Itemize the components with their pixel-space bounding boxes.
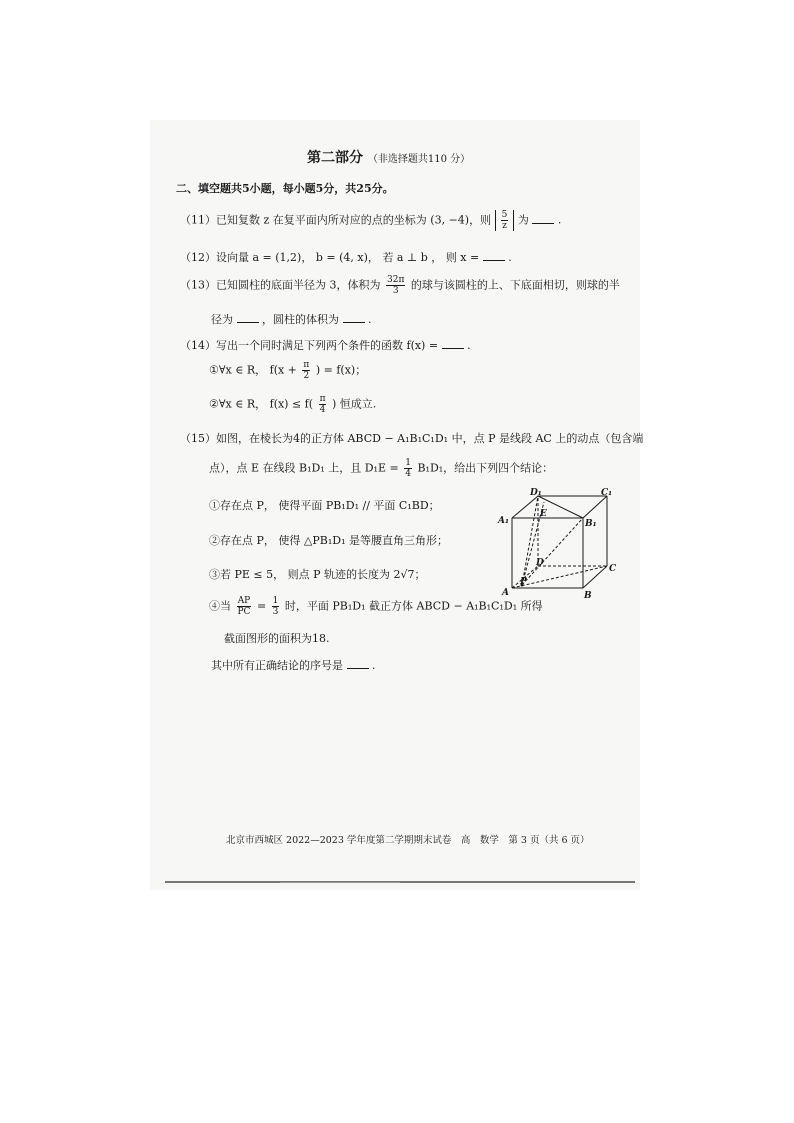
q13-line2-b: ，圆柱的体积为 xyxy=(262,313,339,326)
q15-s4-num2: 1 xyxy=(272,596,279,606)
q14-end: . xyxy=(467,339,471,352)
q14-c1-den: 2 xyxy=(303,371,310,381)
q15-line2-den: 4 xyxy=(405,469,411,479)
label-p: P xyxy=(520,577,527,587)
q11-frac-den: z xyxy=(502,221,507,231)
q14-answer-blank[interactable] xyxy=(442,338,464,349)
q15-final-end: . xyxy=(372,659,376,672)
segment-p-d1 xyxy=(522,496,538,585)
q15-statement-2: ②存在点 P， 使得 △PB₁D₁ 是等腰直角三角形； xyxy=(209,534,448,547)
segment-p-b1 xyxy=(522,518,583,585)
question-14 xyxy=(180,337,471,353)
label-d: D xyxy=(536,558,544,568)
page-footer: 北京市西城区 2022—2023 学年度第二学期期末试卷 高 数学 第 3 页（共 6 页） xyxy=(226,835,590,846)
q15-s4-fraction-1 xyxy=(237,596,252,617)
q14-text: （14）写出一个同时满足下列两个条件的函数 f(x) = xyxy=(180,339,439,352)
q12-text: （12）设向量 a = (1,2)， b = (4, x)， 若 a ⊥ b ， 则 x = xyxy=(180,251,480,264)
q15-s4-num: AP xyxy=(237,596,251,606)
label-a1: A₁ xyxy=(498,516,509,526)
q14-condition-2 xyxy=(209,394,376,415)
q15-s4-fraction-2 xyxy=(272,596,280,617)
q11-post: 为 xyxy=(517,213,529,227)
edge-b-c xyxy=(583,566,607,588)
q13-frac-den: 3 xyxy=(392,286,399,296)
label-b1: B₁ xyxy=(585,519,597,529)
q15-final xyxy=(211,657,376,673)
q14-condition-1 xyxy=(209,360,366,381)
scan-edge-line-2 xyxy=(280,882,400,883)
label-c1: C₁ xyxy=(601,488,613,498)
q14-c1-num: π xyxy=(303,360,310,370)
q15-s4-post: 时，平面 PB₁D₁ 截正方体 ABCD − A₁B₁C₁D₁ 所得 xyxy=(284,599,543,613)
q12-end: . xyxy=(508,251,512,264)
label-a: A xyxy=(502,588,509,598)
question-11 xyxy=(180,210,561,231)
question-13-line2 xyxy=(211,311,372,327)
question-15: （15）如图，在棱长为4的正方体 ABCD − A₁B₁C₁D₁ 中，点 P 是线段 AC 上的动点（包含端 xyxy=(180,432,644,445)
q13-answer-blank-1[interactable] xyxy=(237,312,259,323)
question-12 xyxy=(180,249,512,265)
q14-c1-fraction xyxy=(302,360,310,381)
q15-statement-3: ③若 PE ≤ 5， 则点 P 轨迹的长度为 2√7； xyxy=(209,568,426,581)
q13-post: 的球与该圆柱的上、下底面相切，则球的半 xyxy=(410,278,620,292)
q14-c2-num: π xyxy=(319,394,326,404)
q15-statement-4-line2: 截面图形的面积为18. xyxy=(224,632,330,645)
q15-line2-post: B₁D₁，给出下列四个结论： xyxy=(417,461,554,475)
q11-answer-blank[interactable] xyxy=(532,213,554,224)
edge-a1-d1 xyxy=(512,496,538,518)
q12-answer-blank[interactable] xyxy=(483,250,505,261)
section-heading: 二、填空题共5小题，每小题5分，共25分。 xyxy=(176,182,394,195)
scan-edge-line xyxy=(165,881,635,883)
label-b: B xyxy=(584,591,592,601)
q11-frac-num: 5 xyxy=(501,210,508,220)
q15-line2 xyxy=(209,458,553,479)
question-13 xyxy=(180,275,620,296)
q15-line2-fraction xyxy=(404,458,412,479)
q15-answer-blank[interactable] xyxy=(347,658,369,669)
part-title xyxy=(307,147,470,167)
q14-c1-post: ) = f(x)； xyxy=(315,363,367,377)
q15-s4-den2: 3 xyxy=(272,607,279,617)
q15-statement-4 xyxy=(209,596,543,617)
edge-b1-c1 xyxy=(583,496,607,518)
q15-line2-num: 1 xyxy=(405,458,411,468)
label-d1: D₁ xyxy=(530,488,542,498)
q14-c2-den: 4 xyxy=(319,405,326,415)
cube-figure xyxy=(495,488,620,603)
label-e: E xyxy=(540,509,547,519)
q15-statement-1: ①存在点 P， 使得平面 PB₁D₁ // 平面 C₁BD； xyxy=(209,499,440,512)
q13-answer-blank-2[interactable] xyxy=(343,312,365,323)
q13-frac-num: 32π xyxy=(387,275,405,285)
q14-c2-post: ) 恒成立. xyxy=(331,397,377,411)
q13-text: （13）已知圆柱的底面半径为 3，体积为 xyxy=(180,278,381,292)
q13-fraction xyxy=(386,275,405,296)
q11-abs-value xyxy=(495,210,515,231)
q13-line2-a: 径为 xyxy=(211,313,233,326)
q14-c2-fraction xyxy=(319,394,327,415)
q15-final-text: 其中所有正确结论的序号是 xyxy=(211,659,343,672)
q15-s4-pre: ④当 xyxy=(209,599,231,613)
q13-end: . xyxy=(368,313,372,326)
q15-s4-den: PC xyxy=(237,607,251,617)
label-c: C xyxy=(609,564,617,574)
q15-line2-pre: 点），点 E 在线段 B₁D₁ 上，且 D₁E = xyxy=(209,461,399,475)
q14-c1-pre: ①∀x ∈ R， f(x + xyxy=(209,363,297,377)
q11-text: （11）已知复数 z 在复平面内所对应的点的坐标为 (3, −4)，则 xyxy=(180,213,492,227)
q11-end: . xyxy=(557,213,562,227)
part-subtitle: （非选择题共110 分） xyxy=(367,154,471,165)
q14-c2-pre: ②∀x ∈ R， f(x) ≤ f( xyxy=(209,397,314,411)
q11-fraction xyxy=(501,210,509,231)
q15-s4-eq: = xyxy=(256,599,267,613)
part-title-text: 第二部分 xyxy=(307,150,363,166)
